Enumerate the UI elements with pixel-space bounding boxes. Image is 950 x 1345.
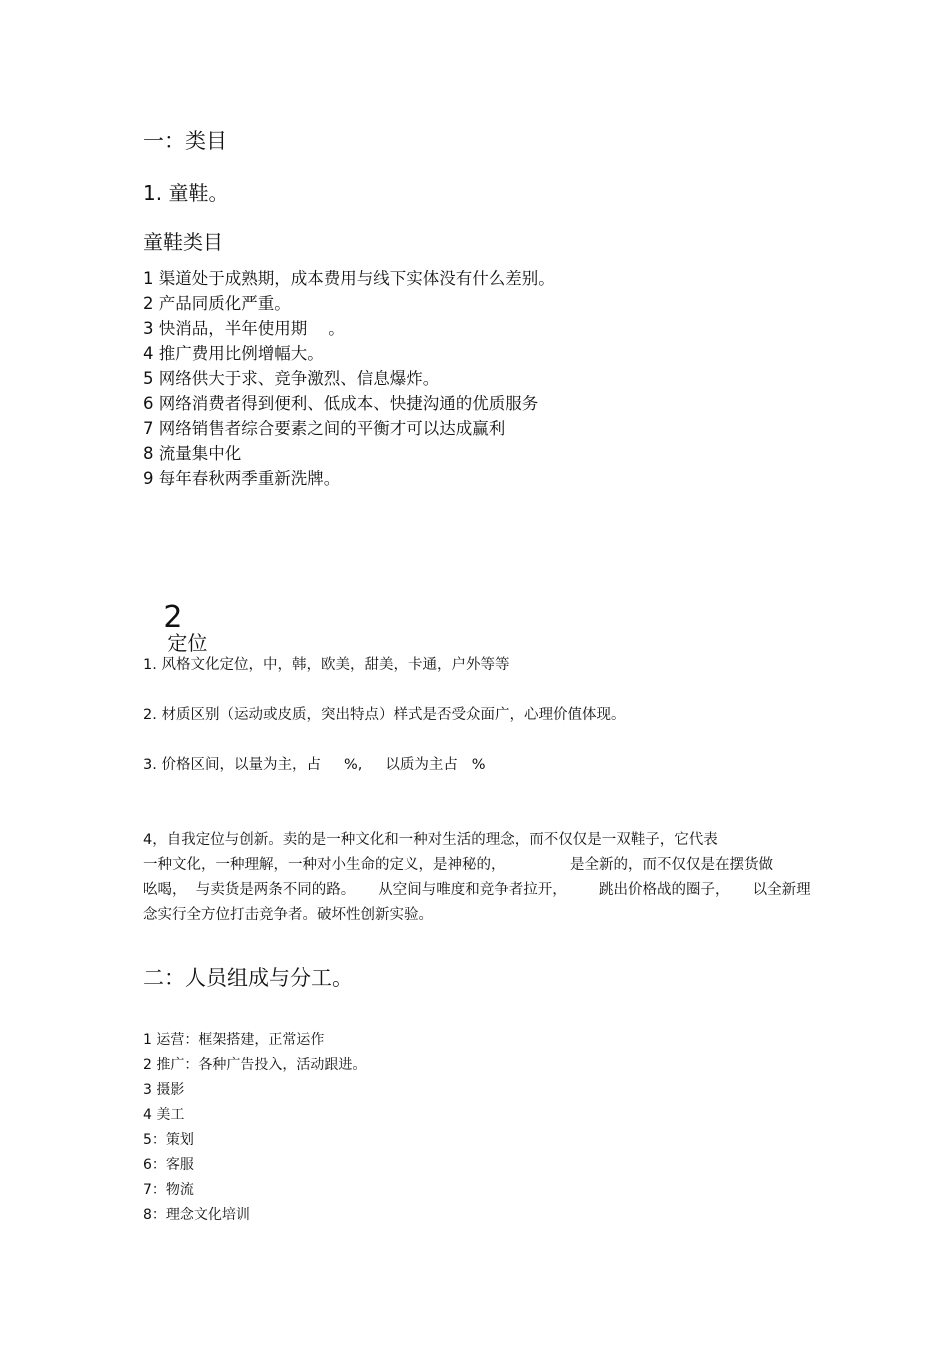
section-one-title: 一：类目 [143,129,227,153]
category-list-item: 2 产品同质化严重。 [143,294,291,313]
category-list-item: 1 渠道处于成熟期，成本费用与线下实体没有什么差别。 [143,269,555,288]
position-paragraph-line: 吆喝， 与卖货是两条不同的路。 从空间与唯度和竞争者拉开， 跳出价格战的圈子， 以全新理 [143,882,811,898]
staff-list-item: 7：物流 [143,1182,194,1198]
position-paragraph-line: 一种文化，一种理解，一种对小生命的定义，是神秘的， 是全新的，而不仅仅是在摆货做 [143,857,774,873]
staff-list-item: 8：理念文化培训 [143,1207,250,1223]
category-heading: 童鞋类目 [143,230,223,254]
category-list-item: 9 每年春秋两季重新洗牌。 [143,469,341,488]
category-list-item: 4 推广费用比例增幅大。 [143,344,324,363]
position-heading-number: 2 [163,600,183,635]
position-list-item: 3. 价格区间，以量为主，占 %, 以质为主占 % [143,757,486,773]
staff-list-item: 1 运营：框架搭建，正常运作 [143,1032,325,1048]
section-two-title: 二：人员组成与分工。 [143,966,353,990]
category-list-item: 3 快消品，半年使用期 。 [143,319,345,338]
position-paragraph-line: 念实行全方位打击竞争者。破坏性创新实验。 [143,907,433,923]
staff-list-item: 3 摄影 [143,1082,185,1098]
category-list-item: 6 网络消费者得到便利、低成本、快捷沟通的优质服务 [143,394,539,413]
category-list-item: 7 网络销售者综合要素之间的平衡才可以达成赢利 [143,419,506,438]
category-list-item: 5 网络供大于求、竞争激烈、信息爆炸。 [143,369,440,388]
category-list-item: 8 流量集中化 [143,444,242,463]
position-list-item: 1. 风格文化定位，中，韩，欧美，甜美，卡通，户外等等 [143,657,510,673]
position-paragraph-line: 4，自我定位与创新。卖的是一种文化和一种对生活的理念，而不仅仅是一双鞋子，它代表 [143,832,718,848]
section-one-subtitle: 1. 童鞋。 [143,181,229,205]
position-list-item: 2. 材质区别（运动或皮质，突出特点）样式是否受众面广，心理价值体现。 [143,707,626,723]
position-heading-label: 定位 [167,631,208,655]
staff-list-item: 6：客服 [143,1157,194,1173]
staff-list-item: 4 美工 [143,1107,185,1123]
staff-list-item: 2 推广：各种广告投入，活动跟进。 [143,1057,367,1073]
staff-list-item: 5：策划 [143,1132,194,1148]
